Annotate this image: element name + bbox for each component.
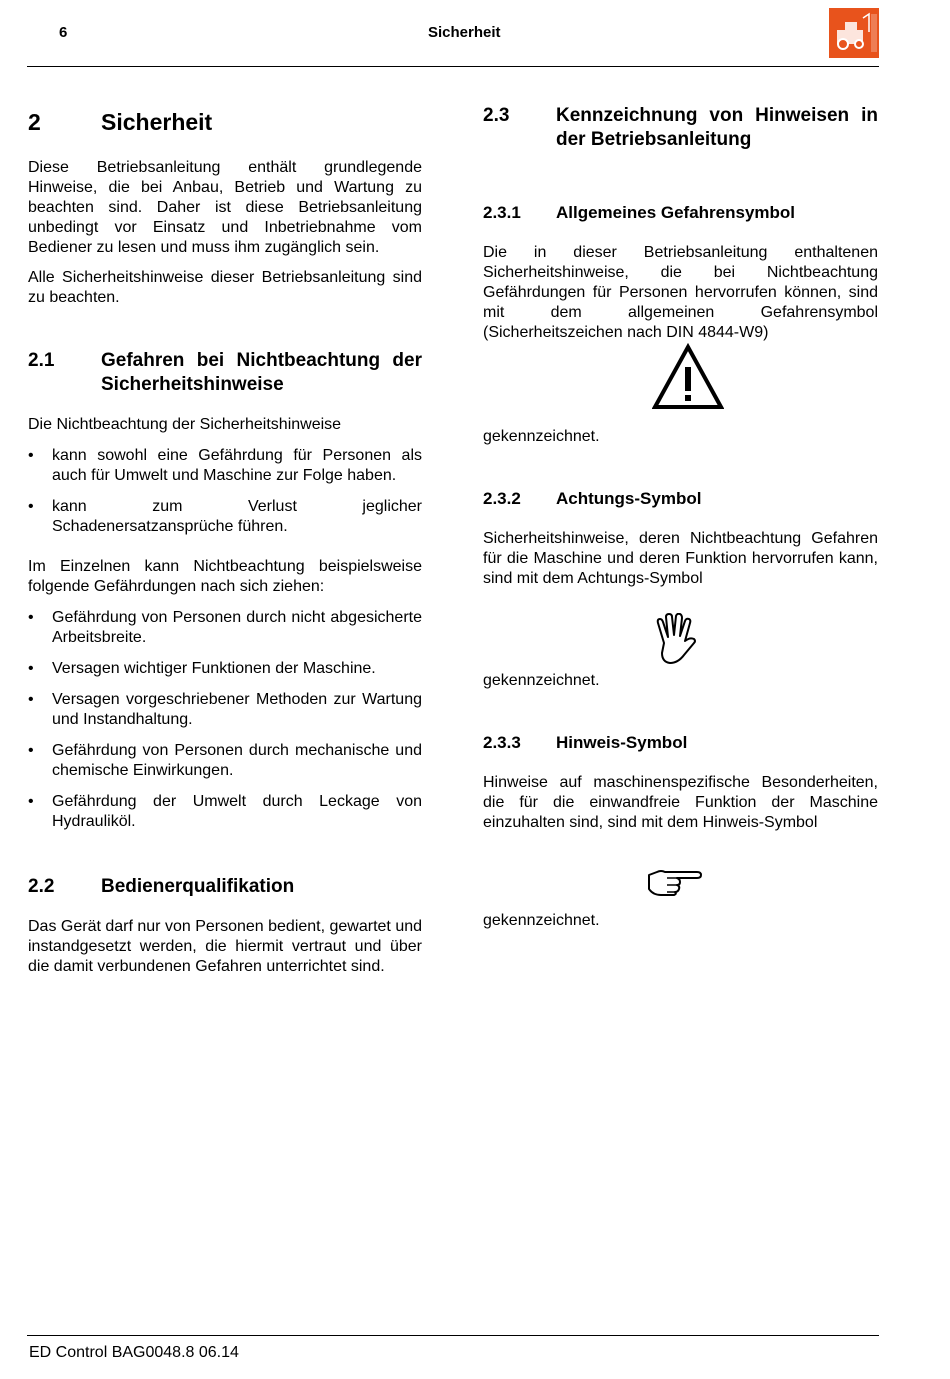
intro-paragraph-1: Diese Betriebsanleitung enthält grundlegende Hinweise, die bei Anbau, Betrieb und Wartung zu beachten sind. Daher ist diese Betriebsanleitung unbedingt vor Einsatz und Inbetriebnahme vom Bediener zu lesen und muss ihm zugänglich sein. — [28, 159, 422, 256]
bullet-icon: • — [28, 691, 34, 708]
list-item: • Gefährdung der Umwelt durch Leckage von Hydrauliköl. — [28, 793, 422, 830]
hazard-list — [28, 608, 422, 832]
list-item: • kann zum Verlust jeglicher Schadenersatzansprüche führen. — [28, 498, 422, 535]
section-2-3-3-paragraph: Hinweise auf maschinenspezifische Besonderheiten, die für die einwandfreie Funktion der Maschine einzuhalten sind, sind mit dem Hinweis-Symbol — [483, 774, 878, 831]
section-number: 2.3.3 — [483, 733, 521, 752]
footer-rule — [27, 1335, 879, 1336]
chapter-number: 2 — [28, 109, 41, 135]
section-2-3-2-heading — [483, 489, 878, 509]
note-symbol-row — [471, 867, 878, 907]
intro-paragraph-2: Alle Sicherheitshinweise dieser Betriebsanleitung sind zu beachten. — [28, 269, 422, 306]
section-2-3-heading — [483, 104, 878, 152]
consequence-list — [28, 446, 422, 537]
section-2-3-2-after: gekennzeichnet. — [483, 672, 600, 689]
bullet-icon: • — [28, 660, 34, 677]
page-number: 6 — [59, 24, 68, 41]
section-number: 2.3 — [483, 105, 510, 126]
running-title: Sicherheit — [428, 24, 501, 41]
section-title: Hinweis-Symbol — [556, 733, 688, 752]
amazone-logo — [829, 8, 879, 58]
list-item: • kann sowohl eine Gefährdung für Personen als auch für Umwelt und Maschine zur Folge haben. — [28, 447, 422, 484]
section-title: Achtungs-Symbol — [556, 489, 702, 508]
section-2-3-2-paragraph: Sicherheitshinweise, deren Nichtbeachtung Gefahren für die Maschine und deren Funktion hervorrufen kann, sind mit dem Achtungs-Symbol — [483, 530, 878, 587]
section-2-3-1-after: gekennzeichnet. — [483, 428, 600, 445]
chapter-heading — [28, 108, 422, 136]
list-item: • Gefährdung von Personen durch mechanische und chemische Einwirkungen. — [28, 742, 422, 779]
section-2-3-3-heading — [483, 733, 878, 753]
bullet-icon: • — [28, 498, 34, 515]
list-item: • Versagen vorgeschriebener Methoden zur Wartung und Instandhaltung. — [28, 691, 422, 728]
warning-symbol-row — [497, 343, 878, 415]
right-column — [483, 104, 878, 931]
section-2-1-lead: Die Nichtbeachtung der Sicherheitshinweise — [28, 416, 342, 433]
section-number: 2.3.2 — [483, 489, 521, 508]
section-2-2-heading — [28, 875, 422, 899]
chapter-title: Sicherheit — [101, 109, 213, 135]
section-title: Bedienerqualifikation — [101, 876, 295, 897]
footer-text: ED Control BAG0048.8 06.14 — [29, 1344, 239, 1361]
warning-triangle-icon — [652, 343, 724, 415]
section-2-3-3-after: gekennzeichnet. — [483, 912, 600, 929]
bullet-icon: • — [28, 609, 34, 626]
list-item: • Gefährdung von Personen durch nicht abgesicherte Arbeitsbreite. — [28, 609, 422, 646]
section-2-2-paragraph: Das Gerät darf nur von Personen bedient, gewartet und instandgesetzt werden, die hiermit vertraut und über die damit verbundenen Gefahren unterrichtet sind. — [28, 918, 423, 975]
header-rule — [27, 66, 879, 67]
section-title: Allgemeines Gefahrensymbol — [556, 203, 796, 222]
section-number: 2.2 — [28, 876, 55, 897]
section-title: Kennzeichnung von Hinweisen in der Betriebsanleitung — [556, 105, 878, 150]
section-2-3-1-paragraph: Die in dieser Betriebsanleitung enthaltenen Sicherheitshinweise, die bei Nichtbeachtung Gefährdungen für Personen hervorrufen können, sind mit dem allgemeinen Gefahrensymbol (Sicherheitszeichen nach DIN 4844-W9) — [483, 244, 878, 341]
bullet-icon: • — [28, 447, 34, 464]
section-2-3-1-heading — [483, 203, 878, 223]
attention-symbol-row — [471, 613, 878, 669]
section-title: Gefahren bei Nichtbeachtung der Sicherheitshinweise — [101, 350, 422, 395]
left-column — [28, 104, 422, 977]
hand-stop-icon — [650, 613, 700, 669]
bullet-icon: • — [28, 742, 34, 759]
section-2-1-heading — [28, 349, 422, 397]
section-2-1-paragraph-2: Im Einzelnen kann Nichtbeachtung beispielsweise folgende Gefährdungen nach sich ziehen: — [28, 558, 422, 595]
section-number: 2.3.1 — [483, 203, 521, 222]
section-number: 2.1 — [28, 350, 55, 371]
bullet-icon: • — [28, 793, 34, 810]
pointing-hand-icon — [647, 867, 703, 907]
list-item: • Versagen wichtiger Funktionen der Maschine. — [28, 660, 376, 677]
